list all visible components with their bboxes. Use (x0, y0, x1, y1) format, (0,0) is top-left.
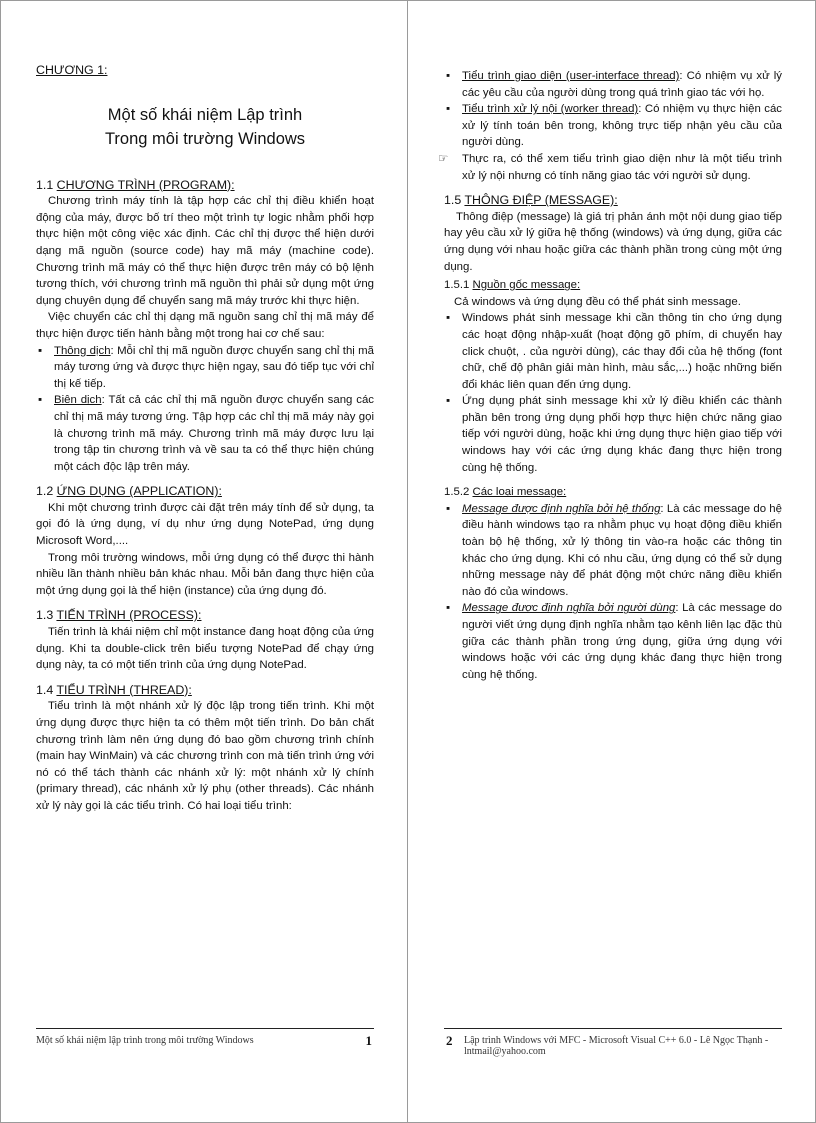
list-item-bien-dich: ▪ Biên dịch: Tất cả các chỉ thị mã nguồn được chuyển sang các chỉ thị mã máy tương ứng. Tập hợp các chỉ thị mã máy này gọi là chương trình mã máy. Chương trình mã máy được lưu lại trong tập tin chương trình và về sau ta có thể thực hiện chúng một cách độc lập trên máy. (38, 394, 374, 473)
left-footer (36, 1028, 374, 1053)
section-1-5-2-heading: 1.5.2 Các loại message: (444, 486, 567, 499)
list-item-ui-thread: ▪ Tiểu trình giao diện (user-interface thread): Có nhiệm vụ xử lý các yêu cầu của người dùng trong quá trình giao tác với họ. (446, 70, 783, 99)
left-column (36, 62, 374, 815)
message-source-list (444, 310, 782, 476)
left-page (36, 0, 374, 1123)
chapter-title-line1: Một số khái niệm Lập trình (107, 105, 303, 124)
list-item-windows-message: ▪ Windows phát sinh message khi cần thông tin cho ứng dụng các hoạt động nhập-xuất (hoạt động gõ phím, di chuyển hay click chuột, . của người dùng), các thay đổi của hệ thống (font chữ, chế độ phân giải màn hình, màu sắc,...) hoặc những biến đổi khác liên quan đến ứng dụng. (446, 312, 782, 391)
section-1-5-1-paragraph-1: Cả windows và ứng dụng đều có thể phát sinh message. (454, 295, 741, 308)
square-bullet-icon: ▪ (446, 395, 451, 408)
section-1-1-heading: 1.1 CHƯƠNG TRÌNH (PROGRAM): (36, 177, 235, 192)
list-item-user-message: ▪ Message được định nghĩa bởi người dùng: Là các message do người viết ứng dụng định nghĩa nhằm tạo kênh liên lạc đặc thù giữa các thành phần trong ứng dụng, giữa ứng dụng với windows hoặc với các ứng dụng khác đang thực hiện trong cùng hệ thống. (446, 602, 782, 681)
section-1-1-list (36, 343, 374, 476)
left-footer-text: Một số khái niệm lập trình trong môi trường Windows (36, 1035, 254, 1046)
square-bullet-icon: ▪ (446, 502, 451, 515)
square-bullet-icon: ▪ (38, 344, 43, 357)
right-column (438, 68, 783, 683)
message-types-list (444, 501, 782, 684)
pointing-hand-icon: ☞ (438, 152, 449, 165)
section-1-4-paragraph-1: Tiểu trình là một nhánh xử lý độc lập trong tiến trình. Khi một ứng dụng được thực hiện ta có thêm một tiến trình. Do bản chất chương trình làm nên ứng dụng đó bao gồm chương trình chính (main hay WinMain) và các chương trình con mà tiến trình ứng với nó có thể tách thành các nhánh xử lý: một nhánh xử lý chính (primary thread), các nhánh xử lý phụ (other threads). Các nhánh xử lý này gọi là các tiểu trình. Có hai loại tiểu trình: (36, 700, 374, 812)
square-bullet-icon: ▪ (38, 394, 43, 407)
note-item: ☞ Thực ra, có thể xem tiểu trình giao diện như là một tiểu trình xử lý nội nhưng có tính năng giao tác với người sử dụng. (438, 152, 782, 182)
section-1-5-paragraph-1: Thông điệp (message) là giá trị phản ánh một nội dung giao tiếp hay yêu cầu xử lý giữa hệ thống (windows) và ứng dụng, giữa các ứng dụng với nhau hoặc giữa các thành phần trong cùng một ứng dụng. (444, 210, 782, 273)
right-page (438, 0, 783, 1123)
section-1-5-1-heading: 1.5.1 Nguồn gốc message: (444, 279, 581, 292)
chapter-title (36, 103, 374, 151)
thread-types-list (438, 68, 783, 184)
chapter-heading: CHƯƠNG 1: (36, 63, 108, 77)
section-1-3-heading: 1.3 TIẾN TRÌNH (PROCESS): (36, 608, 202, 623)
square-bullet-icon: ▪ (446, 70, 451, 82)
section-1-5-heading: 1.5 THÔNG ĐIỆP (MESSAGE): (444, 193, 618, 208)
section-1-2-paragraph-2: Trong môi trường windows, mỗi ứng dụng có thể được thi hành nhiều lần thành nhiều bản khác nhau. Mỗi bản đang thực hiện của một ứng dụng gọi là thể hiện (instance) của ứng dụng đó. (36, 551, 374, 597)
list-item-worker-thread: ▪ Tiểu trình xử lý nội (worker thread): Có nhiệm vụ thực hiện các xử lý tính toán bên trong, không trực tiếp nhận yêu cầu của người dùng. (446, 103, 782, 149)
section-1-2-heading: 1.2 ỨNG DỤNG (APPLICATION): (36, 484, 222, 499)
square-bullet-icon: ▪ (446, 312, 451, 325)
right-footer (444, 1028, 782, 1057)
chapter-title-line2: Trong môi trường Windows (104, 129, 306, 148)
list-item-thong-dich: ▪ Thông dịch: Mỗi chỉ thị mã nguồn được chuyển sang chỉ thị mã máy tương ứng và được thực hiện ngay, sau đó tiếp tục với chỉ thị kế tiếp. (38, 344, 374, 390)
left-page-number: 1 (365, 1033, 372, 1048)
right-footer-text: Lập trình Windows với MFC - Microsoft Visual C++ 6.0 - Lê Ngọc Thạnh - lntmail@yahoo.com (464, 1035, 769, 1057)
right-page-number: 2 (446, 1033, 453, 1048)
section-1-3-paragraph-1: Tiến trình là khái niệm chỉ một instance đang hoạt động của ứng dụng. Khi ta double-click trên biểu tượng NotePad để chạy ứng dụng này, ta có một tiến trình của ứng dụng NotePad. (36, 626, 374, 672)
section-1-4-heading: 1.4 TIỂU TRÌNH (THREAD): (36, 682, 192, 697)
section-1-1-paragraph-1: Chương trình máy tính là tập hợp các chỉ thị điều khiển hoạt động của máy, được bố trí theo một trình tự logic nhằm phối hợp thực hiện một công việc xác định. Các chỉ thị được thể hiện dưới dạng mã nguồn (source code) hay mã máy (machine code). Chương trình mã máy có thể thực hiện được trên máy có bộ lệnh tương thích, với chương trình mã nguồn thì phải sử dụng một ứng dụng chuyên dụng để chuyển sang mã máy trước khi thực hiện. (36, 195, 374, 307)
square-bullet-icon: ▪ (446, 602, 451, 615)
square-bullet-icon: ▪ (446, 103, 451, 116)
list-item-system-message: ▪ Message được định nghĩa bởi hệ thống: Là các message do hệ điều hành windows tạo ra nhằm phục vụ hoạt động điều khiển toàn bộ hệ thống, xử lý thông tin vào-ra hoặc các thông tin khác cho ứng dụng. Khi có nhu cầu, ứng dụng có thể sử dụng những message này để phát động một chức năng điều khiển nào đó của windows. (446, 502, 782, 598)
section-1-1-paragraph-2: Việc chuyển các chỉ thị dạng mã nguồn sang chỉ thị mã máy để thực hiện được tiến hành bằng một trong hai cơ chế sau: (36, 311, 374, 340)
page-divider (407, 0, 408, 1123)
section-1-2-paragraph-1: Khi một chương trình được cài đặt trên máy tính để sử dụng, ta gọi đó là ứng dụng, ví dụ như ứng dụng NotePad, ứng dụng Microsoft Word,.... (36, 501, 374, 548)
list-item-app-message: ▪ Ứng dụng phát sinh message khi xử lý điều khiển các thành phần bên trong ứng dụng phối hợp thực hiện chức năng giao tiếp với người dùng, hoặc khi ứng dụng thực hiện giao tiếp với windows hay với các ứng dụng khác đang thực hiện trong cùng hệ thống. (446, 395, 782, 474)
